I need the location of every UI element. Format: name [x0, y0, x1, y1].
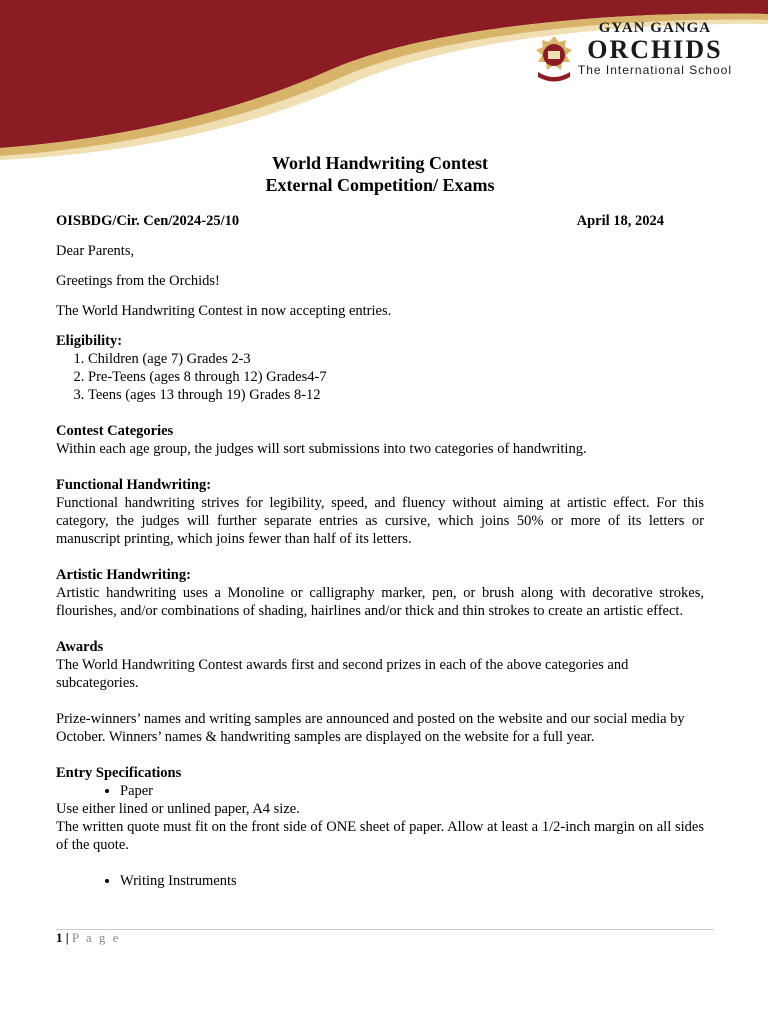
document-title: World Handwriting Contest: [271, 153, 489, 173]
list-item: • Paper: [120, 782, 704, 800]
list-item: 1. Children (age 7) Grades 2-3: [88, 350, 704, 368]
artistic-heading: Artistic Handwriting:: [56, 567, 191, 583]
footer-divider: [56, 929, 714, 930]
awards-text: The World Handwriting Contest awards first and second prizes in each of the above categories and subcategories.: [56, 657, 629, 691]
brand-subtitle: The International School: [577, 63, 732, 77]
winners-text: Prize-winners’ names and writing samples are announced and posted on the website and our social media by October. Winners’ names & handwriting samples are displayed on the website for a full year.: [56, 711, 685, 745]
circular-date: April 18, 2024: [576, 213, 664, 229]
page-footer: [56, 930, 120, 946]
brand-name: ORCHIDS: [587, 35, 723, 64]
categories-text: Within each age group, the judges will sort submissions into two categories of handwriting.: [56, 441, 587, 457]
entry-heading: Entry Specifications: [56, 765, 182, 781]
quote-line: The written quote must fit on the front side of ONE sheet of paper. Allow at least a 1/2-inch margin on all sides of the quote.: [56, 819, 704, 853]
list-item: 2. Pre-Teens (ages 8 through 12) Grades4-7: [88, 368, 704, 386]
paper-line: Use either lined or unlined paper, A4 size.: [56, 801, 300, 817]
intro-text: The World Handwriting Contest in now accepting entries.: [56, 303, 392, 319]
greeting: Greetings from the Orchids!: [56, 273, 220, 289]
document-subtitle: External Competition/ Exams: [265, 175, 495, 195]
list-item: 3. Teens (ages 13 through 19) Grades 8-12: [88, 386, 704, 404]
page-separator: |: [65, 930, 69, 945]
categories-heading: Contest Categories: [56, 423, 174, 439]
functional-heading: Functional Handwriting:: [56, 477, 212, 493]
artistic-text: Artistic handwriting uses a Monoline or calligraphy marker, pen, or brush along with decorative strokes, flourishes, and/or combinations of shading, hairlines and/or thick and thin strokes to create an artistic effect.: [56, 585, 704, 619]
brand-top-text: GYAN GANGA: [598, 20, 712, 36]
document-body: [56, 152, 704, 890]
entry-list-paper: [56, 782, 704, 800]
reference-row: [56, 212, 704, 230]
eligibility-heading: Eligibility:: [56, 333, 123, 349]
school-brand: [538, 20, 732, 77]
entry-list-instruments: [56, 872, 704, 890]
page-word: P a g e: [71, 930, 121, 945]
list-item: • Writing Instruments: [120, 872, 704, 890]
school-crest-logo: [528, 34, 580, 84]
salutation: Dear Parents,: [56, 243, 135, 259]
awards-heading: Awards: [56, 639, 104, 655]
eligibility-list: [56, 350, 704, 404]
circular-reference: OISBDG/Cir. Cen/2024-25/10: [56, 213, 240, 229]
page-number: 1: [56, 930, 63, 945]
functional-text: Functional handwriting strives for legibility, speed, and fluency without aiming at artistic effect. For this category, the judges will further separate entries as cursive, which joins 50% or more of its letters or manuscript printing, which joins fewer than half of its letters.: [56, 495, 704, 547]
